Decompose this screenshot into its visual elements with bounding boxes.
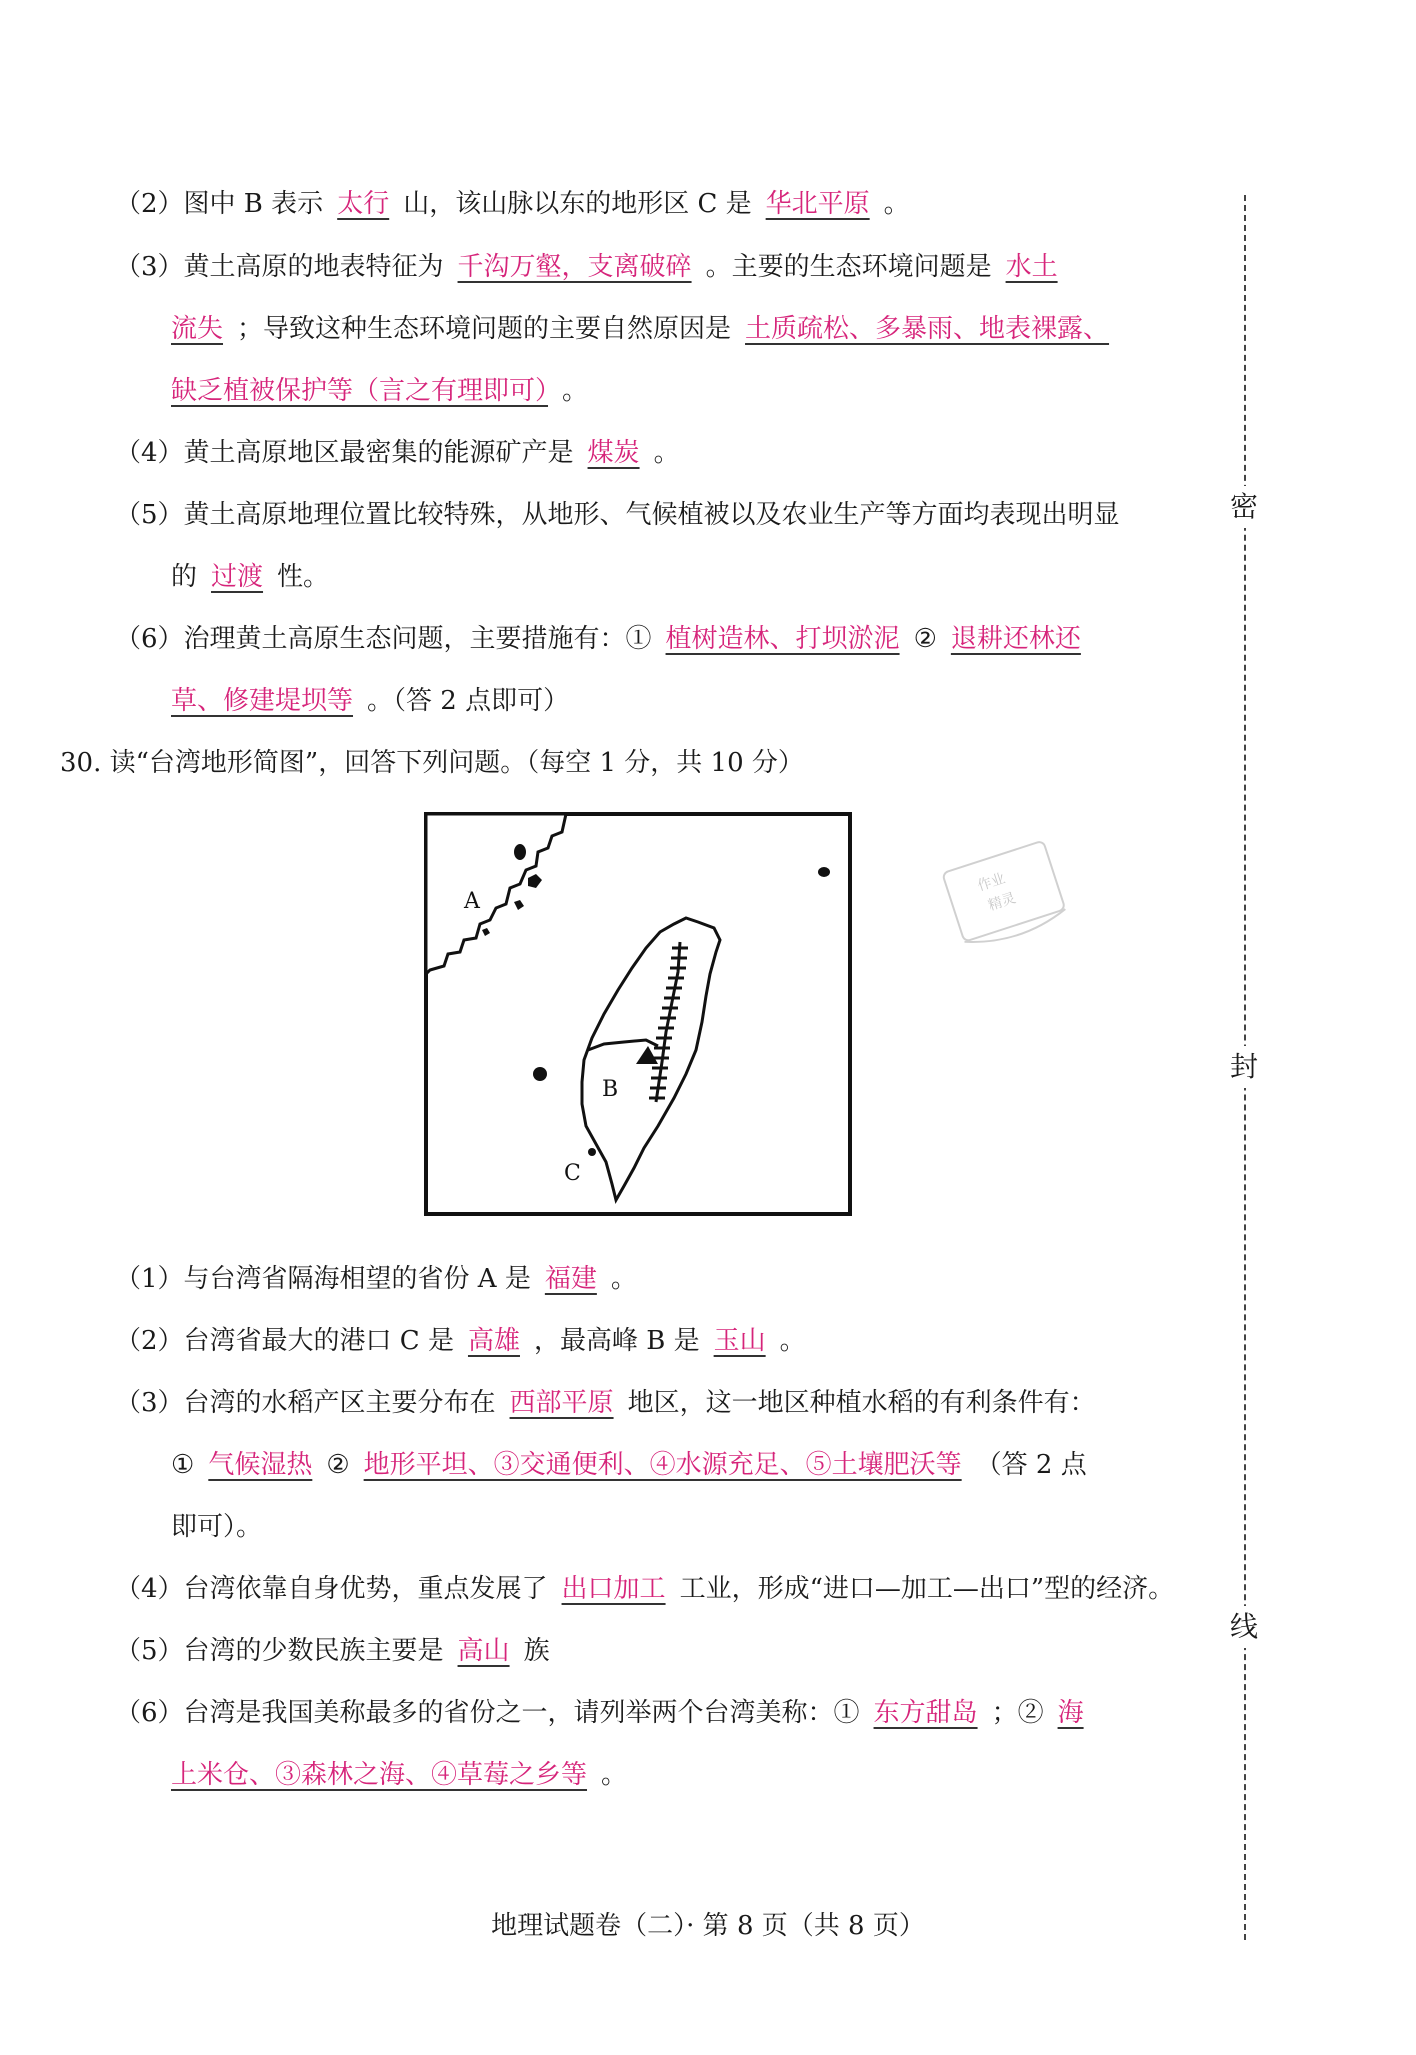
q29-part3-line1: （3）黄土高原的地表特征为 千沟万壑，支离破碎 。主要的生态环境问题是 水土 — [115, 252, 1058, 282]
answer-nickname-1: 东方甜岛 — [873, 1698, 978, 1728]
answer-kaohsiung: 高雄 — [467, 1326, 520, 1356]
kaohsiung-dot — [588, 1148, 596, 1156]
q29-part6-line2: 草、修建堤坝等 。（答 2 点即可） — [171, 686, 570, 716]
q30-part6-line1: （6）台湾是我国美称最多的省份之一，请列举两个台湾美称：① 东方甜岛 ；② 海 — [115, 1698, 1084, 1728]
q30-part3-line3: 即可）。 — [171, 1512, 263, 1542]
q29-part4: （4）黄土高原地区最密集的能源矿产是 煤炭 。 — [115, 438, 680, 468]
map-label-c: C — [564, 1161, 581, 1186]
q30-title: 30. 读“台湾地形简图”，回答下列问题。（每空 1 分，共 10 分） — [60, 748, 804, 778]
island-northeast — [818, 867, 830, 877]
seal-char-xian: 线 — [1230, 1606, 1258, 1648]
answer-export-processing: 出口加工 — [561, 1574, 666, 1604]
q29-part5-line2: 的 过渡 性。 — [171, 562, 330, 592]
answer-eco-problem-b: 流失 — [171, 314, 224, 344]
map-label-a: A — [464, 889, 480, 914]
answer-condition-2: 地形平坦、③交通便利、④水源充足、⑤土壤肥沃等 — [363, 1450, 962, 1480]
answer-measure-2a: 退耕还林还 — [950, 624, 1081, 654]
answer-eco-problem-a: 水土 — [1005, 252, 1058, 282]
answer-condition-1: 气候湿热 — [208, 1450, 313, 1480]
answer-western-plain: 西部平原 — [509, 1388, 614, 1418]
q29-part3-line3: 缺乏植被保护等（言之有理即可） 。 — [171, 376, 589, 406]
q30-part2: （2）台湾省最大的港口 C 是 高雄 ，最高峰 B 是 玉山 。 — [115, 1326, 806, 1356]
island-matsu — [514, 844, 526, 860]
answer-natural-cause-a: 土质疏松、多暴雨、地表裸露、 — [745, 314, 1110, 344]
watermark-stamp — [930, 835, 1080, 955]
q30-part6-line2: 上米仓、③森林之海、④草莓之乡等 。 — [171, 1760, 628, 1790]
island-penghu — [533, 1067, 547, 1081]
answer-taihang: 太行 — [337, 189, 390, 219]
answer-transition: 过渡 — [211, 562, 264, 592]
q29-part2: （2）图中 B 表示 太行 山，该山脉以东的地形区 C 是 华北平原 。 — [115, 189, 910, 219]
q30-part3-line2: ① 气候湿热 ② 地形平坦、③交通便利、④水源充足、⑤土壤肥沃等 （答 2 点 — [171, 1450, 1087, 1480]
q30-part3-line1: （3）台湾的水稻产区主要分布在 西部平原 地区，这一地区种植水稻的有利条件有： — [115, 1388, 1096, 1418]
answer-nickname-2a: 海 — [1057, 1698, 1084, 1728]
q29-part5-line1: （5）黄土高原地理位置比较特殊，从地形、气候植被以及农业生产等方面均表现出明显 — [115, 500, 1120, 530]
answer-yushan: 玉山 — [713, 1326, 766, 1356]
q30-part1: （1）与台湾省隔海相望的省份 A 是 福建 。 — [115, 1264, 637, 1294]
answer-huabei-plain: 华北平原 — [765, 189, 870, 219]
answer-nickname-2b: 上米仓、③森林之海、④草莓之乡等 — [171, 1760, 588, 1790]
answer-natural-cause-b: 缺乏植被保护等（言之有理即可） — [171, 376, 549, 406]
answer-fujian: 福建 — [544, 1264, 597, 1294]
seal-char-feng: 封 — [1230, 1046, 1258, 1088]
answer-measure-2b: 草、修建堤坝等 — [171, 686, 354, 716]
page-footer: 地理试题卷（二）· 第 8 页（共 8 页） — [491, 1911, 925, 1941]
answer-gaoshan: 高山 — [457, 1636, 510, 1666]
q30-part4: （4）台湾依靠自身优势，重点发展了 出口加工 工业，形成“进口—加工—出口”型的经济。 — [115, 1574, 1175, 1604]
q30-part5: （5）台湾的少数民族主要是 高山 族 — [115, 1636, 550, 1666]
stamp-text-1: 作业 — [975, 870, 1008, 895]
q29-part3-line2: 流失 ；导致这种生态环境问题的主要自然原因是 土质疏松、多暴雨、地表裸露、 — [171, 314, 1110, 344]
q29-part6-line1: （6）治理黄土高原生态问题，主要措施有：① 植树造林、打坝淤泥 ② 退耕还林还 — [115, 624, 1081, 654]
taiwan-terrain-map — [424, 812, 852, 1218]
seal-char-mi: 密 — [1230, 486, 1258, 528]
answer-coal: 煤炭 — [587, 438, 640, 468]
answer-measure-1: 植树造林、打坝淤泥 — [665, 624, 900, 654]
stamp-text-2: 精灵 — [986, 890, 1018, 915]
map-label-b: B — [602, 1077, 619, 1102]
answer-surface-feature: 千沟万壑，支离破碎 — [457, 252, 692, 282]
